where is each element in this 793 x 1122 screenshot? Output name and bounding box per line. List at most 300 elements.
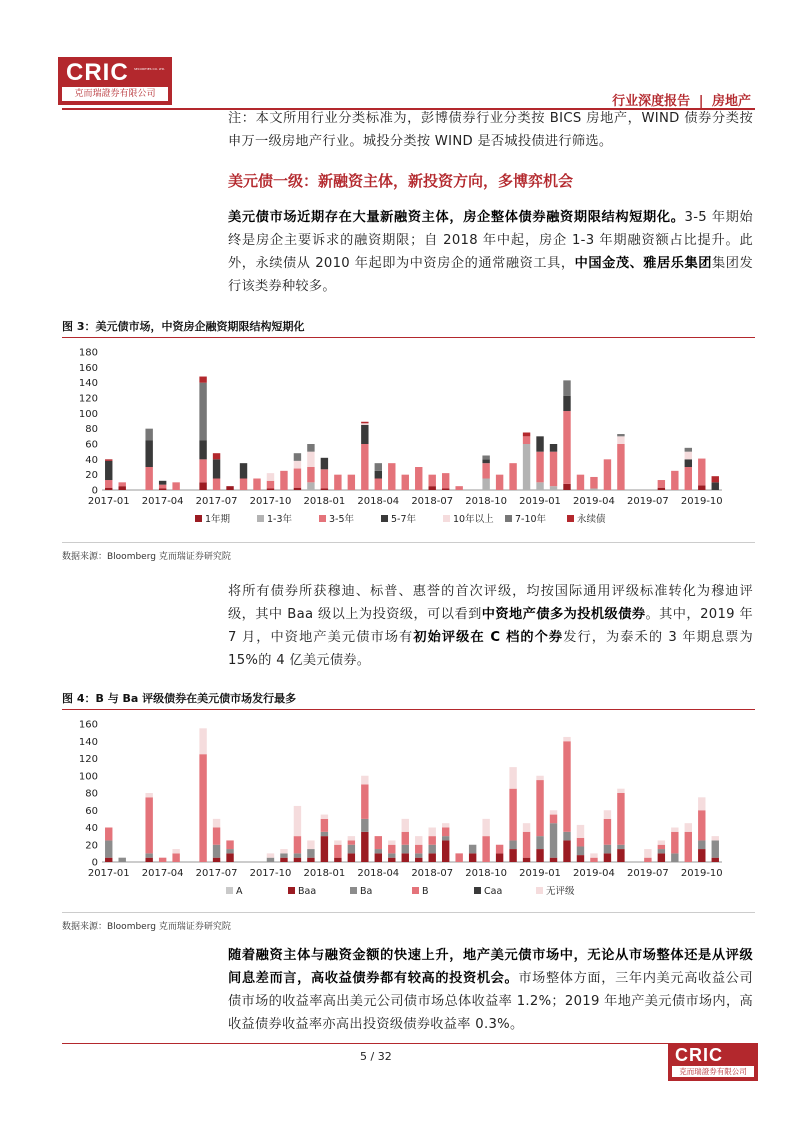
logo-small: SECURITIES CO. LTD. xyxy=(134,67,166,71)
y-tick-label: 60 xyxy=(85,439,98,451)
bar-segment-1 xyxy=(145,858,152,862)
bar-segment-5 xyxy=(685,448,692,452)
y-tick-label: 60 xyxy=(85,805,98,817)
bar-segment-6 xyxy=(712,476,719,482)
bar-segment-2 xyxy=(213,845,220,858)
bar-segment-2 xyxy=(523,436,530,444)
legend-swatch-0 xyxy=(226,887,233,894)
bar-segment-5 xyxy=(213,819,220,828)
bar-segment-3 xyxy=(321,458,328,470)
bar-segment-2 xyxy=(712,840,719,857)
bar-segment-3 xyxy=(550,815,557,824)
bar-segment-1 xyxy=(496,853,503,862)
bar-segment-2 xyxy=(294,853,301,857)
bar-segment-2 xyxy=(671,853,678,862)
bar-segment-2 xyxy=(388,463,395,490)
legend-label-5: 7-10年 xyxy=(515,514,547,525)
x-tick-label: 2018-10 xyxy=(465,868,508,879)
bar-segment-5 xyxy=(280,849,287,853)
bar-segment-4 xyxy=(361,423,368,425)
bar-segment-3 xyxy=(388,845,395,854)
figure4-caption: 图 4：B 与 Ba 评级债券在美元债市场发行最多 xyxy=(62,690,755,710)
bar-segment-3 xyxy=(348,840,355,844)
bar-segment-2 xyxy=(159,485,166,489)
bar-segment-5 xyxy=(523,823,530,832)
bar-segment-5 xyxy=(671,828,678,832)
bar-segment-2 xyxy=(617,845,624,849)
bar-segment-2 xyxy=(536,452,543,483)
bar-segment-2 xyxy=(455,486,462,490)
bar-segment-2 xyxy=(658,849,665,853)
y-tick-label: 0 xyxy=(91,857,98,869)
bar-segment-2 xyxy=(482,463,489,478)
bar-segment-3 xyxy=(658,845,665,849)
legend-label-4: Caa xyxy=(484,886,503,897)
bar-segment-3 xyxy=(294,836,301,853)
figure3-source: 数据来源：Bloomberg 克而瑞证券研究院 xyxy=(62,542,755,562)
legend-swatch-1 xyxy=(257,515,264,522)
page-number: 5 / 32 xyxy=(360,1050,392,1063)
y-tick-label: 180 xyxy=(78,347,98,359)
bar-segment-3 xyxy=(671,832,678,854)
bar-segment-2 xyxy=(348,845,355,854)
legend-swatch-5 xyxy=(536,887,543,894)
bar-segment-5 xyxy=(375,463,382,471)
bar-segment-5 xyxy=(658,840,665,844)
x-tick-label: 2019-07 xyxy=(626,868,669,879)
bar-segment-0 xyxy=(442,488,449,490)
bar-segment-2 xyxy=(321,469,328,488)
para1-bold2: 中国金茂、雅居乐集团 xyxy=(574,256,713,271)
legend-swatch-3 xyxy=(381,515,388,522)
y-tick-label: 40 xyxy=(85,823,98,834)
bar-segment-5 xyxy=(388,840,395,844)
intro-note: 注：本文所用行业分类标准为，彭博债券行业分类按 BICS 房地产，WIND 债券分类按申万一级房地产行业。城投分类按 WIND 是否城投债进行筛选。 xyxy=(228,111,753,149)
y-tick-label: 0 xyxy=(91,485,98,497)
bar-segment-1 xyxy=(442,840,449,862)
bar-segment-3 xyxy=(199,754,206,862)
bar-segment-1 xyxy=(577,855,584,862)
bar-segment-2 xyxy=(658,480,665,488)
bar-segment-2 xyxy=(617,444,624,490)
bar-segment-2 xyxy=(105,840,112,857)
logo-text: CRIC xyxy=(66,59,129,86)
bar-segment-2 xyxy=(563,832,570,841)
legend-swatch-0 xyxy=(195,515,202,522)
bar-segment-2 xyxy=(604,459,611,490)
x-tick-label: 2018-01 xyxy=(303,868,346,879)
x-tick-label: 2017-04 xyxy=(141,496,184,507)
bar-segment-5 xyxy=(267,853,274,857)
figure3-caption: 图 3：美元债市场，中资房企融资期限结构短期化 xyxy=(62,318,755,338)
bar-segment-2 xyxy=(496,475,503,490)
para2-text3: 发行，为泰禾的 3 年期息票为 15%的 4 亿美元债券。 xyxy=(228,630,753,668)
bar-segment-1 xyxy=(523,858,530,862)
y-tick-label: 20 xyxy=(85,840,98,852)
bar-segment-4 xyxy=(307,452,314,467)
bar-segment-5 xyxy=(307,840,314,849)
x-tick-label: 2018-10 xyxy=(465,496,508,507)
bar-segment-3 xyxy=(415,845,422,854)
legend-label-5: 无评级 xyxy=(546,886,575,897)
bar-segment-2 xyxy=(563,411,570,484)
bar-segment-5 xyxy=(348,836,355,840)
x-tick-label: 2019-01 xyxy=(519,496,561,507)
bar-segment-4 xyxy=(267,473,274,481)
x-tick-label: 2017-10 xyxy=(249,496,292,507)
bar-segment-3 xyxy=(375,836,382,849)
bar-segment-2 xyxy=(509,463,516,490)
bar-segment-0 xyxy=(563,484,570,490)
bar-segment-3 xyxy=(213,459,220,478)
bar-segment-2 xyxy=(590,477,597,489)
legend-label-2: 3-5年 xyxy=(329,514,355,525)
bar-segment-3 xyxy=(213,828,220,845)
bar-segment-5 xyxy=(509,767,516,789)
bar-segment-2 xyxy=(550,823,557,858)
x-tick-label: 2017-07 xyxy=(195,868,238,879)
bar-segment-2 xyxy=(280,853,287,857)
bar-segment-5 xyxy=(145,429,152,441)
x-tick-label: 2019-01 xyxy=(519,868,561,879)
bar-segment-5 xyxy=(617,789,624,793)
legend-swatch-2 xyxy=(319,515,326,522)
bar-segment-6 xyxy=(361,422,368,424)
bar-segment-2 xyxy=(240,479,247,491)
bar-segment-4 xyxy=(294,461,301,469)
bar-segment-1 xyxy=(307,858,314,862)
legend-swatch-6 xyxy=(567,515,574,522)
bar-segment-2 xyxy=(375,849,382,853)
legend-label-2: Ba xyxy=(360,886,373,897)
bar-segment-1 xyxy=(509,849,516,862)
logo-company: 克而瑞證券有限公司 xyxy=(62,87,168,101)
bar-segment-2 xyxy=(577,475,584,490)
bar-segment-2 xyxy=(334,475,341,490)
para3-text1: 市场整体方面，三年内美元高收益公司债市场的收益率高出美元公司债市场总体收益率 1.2%；2019 年地产美元债市场内，高收益债券收益率亦高出投资级债券收益率 0.3%。 xyxy=(228,971,753,1032)
bar-segment-3 xyxy=(712,482,719,490)
bar-segment-1 xyxy=(348,853,355,862)
bar-segment-3 xyxy=(604,819,611,845)
bar-segment-3 xyxy=(509,789,516,841)
x-tick-label: 2018-01 xyxy=(303,496,346,507)
legend-swatch-1 xyxy=(288,887,295,894)
bar-segment-5 xyxy=(145,793,152,797)
figure4-source: 数据来源：Bloomberg 克而瑞证券研究院 xyxy=(62,912,755,932)
bar-segment-2 xyxy=(375,479,382,491)
para1-bold1: 美元债市场近期存在大量新融资主体，房企整体债券融资期限结构短期化。 xyxy=(228,210,685,225)
bar-segment-4 xyxy=(685,452,692,460)
bar-segment-3 xyxy=(536,436,543,451)
x-tick-label: 2017-04 xyxy=(141,868,184,879)
bar-segment-5 xyxy=(199,383,206,441)
bar-segment-1 xyxy=(280,858,287,862)
bar-segment-2 xyxy=(509,840,516,849)
bar-segment-0 xyxy=(119,486,126,490)
bar-segment-0 xyxy=(199,482,206,490)
bar-segment-1 xyxy=(469,853,476,862)
bar-segment-2 xyxy=(536,836,543,849)
bar-segment-2 xyxy=(307,849,314,858)
bar-segment-5 xyxy=(402,819,409,832)
bar-segment-0 xyxy=(321,488,328,490)
legend-swatch-4 xyxy=(474,887,481,894)
bar-segment-1 xyxy=(294,858,301,862)
bar-segment-2 xyxy=(698,459,705,486)
footer-logo xyxy=(668,1043,758,1081)
bar-segment-3 xyxy=(482,836,489,862)
legend-swatch-2 xyxy=(350,887,357,894)
bar-segment-3 xyxy=(402,832,409,845)
bar-segment-2 xyxy=(388,853,395,857)
bar-segment-1 xyxy=(658,853,665,862)
report-sector: 房地产 xyxy=(711,94,751,109)
bar-segment-2 xyxy=(119,858,126,862)
figure4-chart xyxy=(62,714,755,909)
bar-segment-2 xyxy=(442,836,449,840)
bar-segment-0 xyxy=(267,488,274,490)
bar-segment-2 xyxy=(267,481,274,489)
legend-swatch-4 xyxy=(443,515,450,522)
x-tick-label: 2017-07 xyxy=(195,496,238,507)
bar-segment-1 xyxy=(698,849,705,862)
bar-segment-2 xyxy=(280,471,287,490)
bar-segment-5 xyxy=(712,836,719,840)
bar-segment-3 xyxy=(563,741,570,832)
bar-segment-2 xyxy=(267,858,274,862)
bar-segment-1 xyxy=(402,853,409,862)
y-tick-label: 160 xyxy=(78,362,98,374)
bar-segment-5 xyxy=(563,380,570,395)
y-tick-label: 80 xyxy=(85,788,98,800)
bar-segment-2 xyxy=(361,444,368,490)
bar-segment-3 xyxy=(145,440,152,467)
bar-segment-3 xyxy=(455,853,462,862)
x-tick-label: 2018-07 xyxy=(411,496,454,507)
bar-segment-2 xyxy=(685,467,692,490)
x-tick-label: 2018-04 xyxy=(357,868,400,879)
bar-segment-1 xyxy=(307,482,314,490)
x-tick-label: 2017-01 xyxy=(87,496,130,507)
bar-segment-1 xyxy=(361,832,368,862)
bar-segment-2 xyxy=(402,475,409,490)
bar-segment-2 xyxy=(429,475,436,487)
bar-segment-1 xyxy=(536,482,543,490)
bar-segment-1 xyxy=(604,853,611,862)
bar-segment-1 xyxy=(388,858,395,862)
bar-segment-5 xyxy=(644,849,651,858)
bar-segment-5 xyxy=(294,453,301,461)
header-separator: | xyxy=(698,94,704,109)
bar-segment-3 xyxy=(240,463,247,478)
legend-label-3: 5-7年 xyxy=(391,514,417,525)
bar-segment-6 xyxy=(105,459,112,461)
bar-segment-1 xyxy=(321,836,328,862)
bar-segment-2 xyxy=(698,840,705,849)
x-tick-label: 2018-07 xyxy=(411,868,454,879)
bar-segment-5 xyxy=(550,810,557,814)
y-tick-label: 140 xyxy=(78,736,98,748)
y-tick-label: 100 xyxy=(78,408,98,420)
bar-segment-3 xyxy=(442,828,449,837)
bar-segment-5 xyxy=(199,728,206,754)
y-tick-label: 160 xyxy=(78,719,98,731)
bar-segment-1 xyxy=(105,858,112,862)
bar-segment-1 xyxy=(482,479,489,491)
bar-segment-6 xyxy=(199,377,206,383)
bar-segment-1 xyxy=(550,486,557,490)
bar-segment-5 xyxy=(604,810,611,819)
legend-label-4: 10年以上 xyxy=(453,514,494,525)
bar-segment-0 xyxy=(294,488,301,490)
bar-segment-2 xyxy=(105,480,112,488)
bar-segment-3 xyxy=(482,459,489,463)
bar-segment-2 xyxy=(294,469,301,488)
bar-segment-2 xyxy=(226,849,233,853)
x-tick-label: 2019-10 xyxy=(680,868,723,879)
bar-segment-1 xyxy=(226,853,233,862)
footer-logo-company: 克而瑞證券有限公司 xyxy=(672,1066,754,1077)
bar-segment-5 xyxy=(536,776,543,780)
bar-segment-2 xyxy=(415,853,422,857)
para3-bold1: 随着融资主体与融资金额的快速上升，地产美元债市场中，无论从市场整体还是从评级间息差而言，高收益债券都有较高的投资机会。 xyxy=(228,948,753,986)
footer-logo-text: CRIC xyxy=(675,1045,723,1065)
bar-segment-2 xyxy=(604,845,611,854)
paragraph-1 xyxy=(228,206,753,298)
bar-segment-0 xyxy=(429,486,436,490)
bar-segment-3 xyxy=(577,838,584,847)
paragraph-3 xyxy=(228,944,753,1036)
bar-segment-2 xyxy=(321,832,328,836)
bar-segment-3 xyxy=(172,853,179,862)
bar-segment-3 xyxy=(685,832,692,862)
legend-label-0: A xyxy=(236,886,243,897)
x-tick-label: 2017-01 xyxy=(87,868,130,879)
legend-label-6: 永续债 xyxy=(577,514,606,525)
legend-swatch-5 xyxy=(505,515,512,522)
para2-text1: 将所有债券所获穆迪、标普、惠誉的首次评级，均按国际通用评级标准转化为穆迪评级，其中 Baa 级以上为投资级，可以看到 xyxy=(228,584,753,622)
bar-segment-3 xyxy=(321,819,328,832)
bar-segment-2 xyxy=(442,473,449,488)
bar-segment-1 xyxy=(590,488,597,490)
legend-label-1: 1-3年 xyxy=(267,514,293,525)
bar-segment-5 xyxy=(415,836,422,845)
bar-segment-0 xyxy=(658,488,665,490)
bar-segment-1 xyxy=(563,840,570,862)
bar-segment-6 xyxy=(523,433,530,437)
bar-segment-1 xyxy=(523,444,530,490)
bar-segment-2 xyxy=(199,459,206,482)
bar-segment-3 xyxy=(550,444,557,452)
bar-segment-6 xyxy=(213,453,220,459)
x-tick-label: 2019-07 xyxy=(626,496,669,507)
legend-label-1: Baa xyxy=(298,886,317,897)
bar-segment-3 xyxy=(199,440,206,459)
bar-segment-3 xyxy=(644,858,651,862)
bar-segment-5 xyxy=(482,819,489,836)
bar-segment-1 xyxy=(617,849,624,862)
y-tick-label: 20 xyxy=(85,470,98,482)
legend-swatch-3 xyxy=(412,887,419,894)
bar-segment-5 xyxy=(172,849,179,853)
section-title: 美元债一级：新融资主体，新投资方向，多博弈机会 xyxy=(228,172,574,190)
bar-segment-5 xyxy=(698,797,705,810)
legend-label-3: B xyxy=(422,886,429,897)
bar-segment-1 xyxy=(334,858,341,862)
bar-segment-3 xyxy=(105,461,112,480)
bar-segment-2 xyxy=(253,479,260,491)
bar-segment-5 xyxy=(563,737,570,741)
y-tick-label: 120 xyxy=(78,393,98,405)
bar-segment-0 xyxy=(226,486,233,490)
footer-rule xyxy=(62,1043,755,1044)
bar-segment-2 xyxy=(415,467,422,490)
bar-segment-3 xyxy=(226,840,233,849)
bar-segment-1 xyxy=(550,858,557,862)
bar-segment-3 xyxy=(159,481,166,485)
bar-segment-1 xyxy=(213,858,220,862)
x-tick-label: 2017-10 xyxy=(249,868,292,879)
x-tick-label: 2019-04 xyxy=(573,496,615,507)
bar-segment-5 xyxy=(442,823,449,827)
bar-segment-5 xyxy=(617,434,624,436)
y-tick-label: 80 xyxy=(85,424,98,436)
bar-segment-1 xyxy=(375,853,382,862)
bar-segment-4 xyxy=(617,436,624,444)
bar-segment-2 xyxy=(145,853,152,857)
bar-segment-1 xyxy=(415,858,422,862)
bar-segment-1 xyxy=(712,858,719,862)
para2-bold2: 初始评级在 C 档的个券 xyxy=(413,630,564,645)
bar-segment-5 xyxy=(361,776,368,785)
figure3-chart xyxy=(62,342,755,537)
y-tick-label: 120 xyxy=(78,754,98,765)
bar-segment-3 xyxy=(590,858,597,862)
bar-segment-3 xyxy=(496,845,503,854)
bar-segment-0 xyxy=(159,488,166,490)
bar-segment-3 xyxy=(361,784,368,819)
legend-label-0: 1年期 xyxy=(205,514,231,525)
bar-segment-1 xyxy=(536,849,543,862)
bar-segment-2 xyxy=(429,845,436,854)
bar-segment-3 xyxy=(361,425,368,444)
bar-segment-5 xyxy=(482,456,489,460)
bar-segment-5 xyxy=(577,825,584,838)
bar-segment-3 xyxy=(429,836,436,845)
bar-segment-2 xyxy=(550,452,557,487)
bar-segment-0 xyxy=(105,488,112,490)
bar-segment-3 xyxy=(334,845,341,858)
bar-segment-5 xyxy=(307,444,314,452)
bar-segment-5 xyxy=(294,806,301,836)
bar-segment-2 xyxy=(577,846,584,855)
bar-segment-2 xyxy=(469,845,476,854)
para1-text2: 集团发行该类券种较多。 xyxy=(228,256,754,294)
bar-segment-2 xyxy=(348,475,355,490)
x-tick-label: 2019-04 xyxy=(573,868,615,879)
bar-segment-2 xyxy=(307,467,314,482)
bar-segment-2 xyxy=(119,482,126,486)
report-type: 行业深度报告 xyxy=(612,94,691,109)
y-tick-label: 140 xyxy=(78,378,98,390)
bar-segment-3 xyxy=(159,858,166,862)
bar-segment-3 xyxy=(698,810,705,840)
x-tick-label: 2019-10 xyxy=(680,496,723,507)
bar-segment-2 xyxy=(402,845,409,854)
bar-segment-3 xyxy=(523,832,530,858)
bar-segment-3 xyxy=(145,797,152,853)
logo xyxy=(58,57,172,105)
